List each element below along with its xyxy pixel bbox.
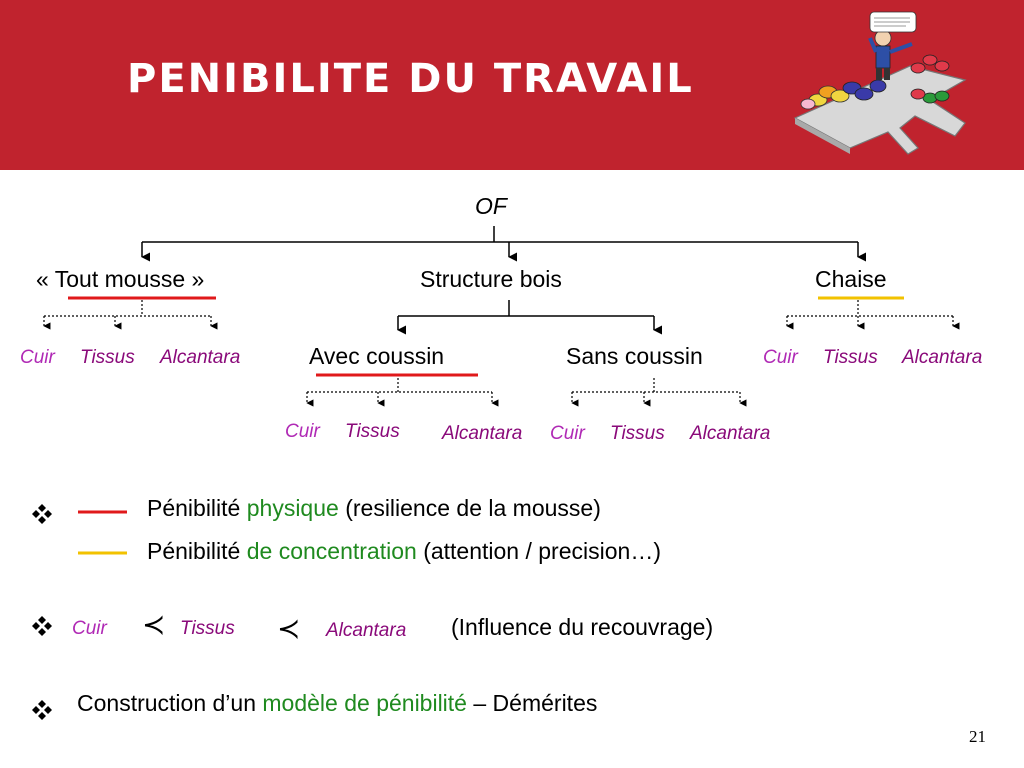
- tree-root-of: OF: [475, 193, 507, 219]
- precedes-symbol: ≺: [277, 613, 301, 644]
- material-alcantara: Alcantara: [690, 423, 771, 444]
- material-tissus: Tissus: [823, 347, 878, 368]
- ordering-item-tissus: Tissus: [180, 618, 235, 639]
- legend-concentration-highlight: de concentration: [246, 538, 417, 564]
- node-tout-mousse: « Tout mousse »: [36, 266, 205, 292]
- four-diamond-bullet-icon: [30, 614, 54, 638]
- ordering-item-alcantara: Alcantara: [326, 620, 407, 641]
- material-alcantara: Alcantara: [160, 347, 241, 368]
- material-cuir: Cuir: [285, 421, 320, 442]
- legend-physique-prefix: Pénibilité: [147, 495, 247, 521]
- construction-suffix: – Démérites: [466, 690, 598, 716]
- construction-text: [77, 690, 597, 717]
- construction-prefix: Construction d’un: [77, 690, 263, 716]
- material-alcantara: Alcantara: [442, 423, 523, 444]
- ordering-item-cuir: Cuir: [72, 618, 107, 639]
- material-cuir: Cuir: [20, 347, 55, 368]
- page-number: 21: [969, 727, 986, 746]
- four-diamond-bullet-icon: [30, 698, 54, 722]
- construction-highlight: modèle de pénibilité: [262, 690, 467, 716]
- legend-physique-highlight: physique: [246, 495, 339, 521]
- material-cuir: Cuir: [763, 347, 798, 368]
- node-sans-coussin: Sans coussin: [566, 343, 703, 369]
- slide-title: PENIBILITE DU TRAVAIL: [127, 56, 694, 102]
- legend-physique-suffix: (resilience de la mousse): [338, 495, 601, 521]
- precedes-symbol: ≺: [142, 609, 166, 640]
- node-structure-bois: Structure bois: [420, 266, 562, 292]
- material-alcantara: Alcantara: [902, 347, 983, 368]
- ordering-note: (Influence du recouvrage): [451, 614, 714, 640]
- material-tissus: Tissus: [610, 423, 665, 444]
- node-avec-coussin: Avec coussin: [309, 343, 445, 369]
- material-cuir: Cuir: [550, 423, 585, 444]
- material-tissus: Tissus: [345, 421, 400, 442]
- material-tissus: Tissus: [80, 347, 135, 368]
- legend-physique: [147, 495, 601, 522]
- four-diamond-bullet-icon: [30, 502, 54, 526]
- legend-concentration-suffix: (attention / precision…): [416, 538, 661, 564]
- legend-concentration: [147, 538, 661, 565]
- node-chaise: Chaise: [815, 266, 887, 292]
- legend-concentration-prefix: Pénibilité: [147, 538, 247, 564]
